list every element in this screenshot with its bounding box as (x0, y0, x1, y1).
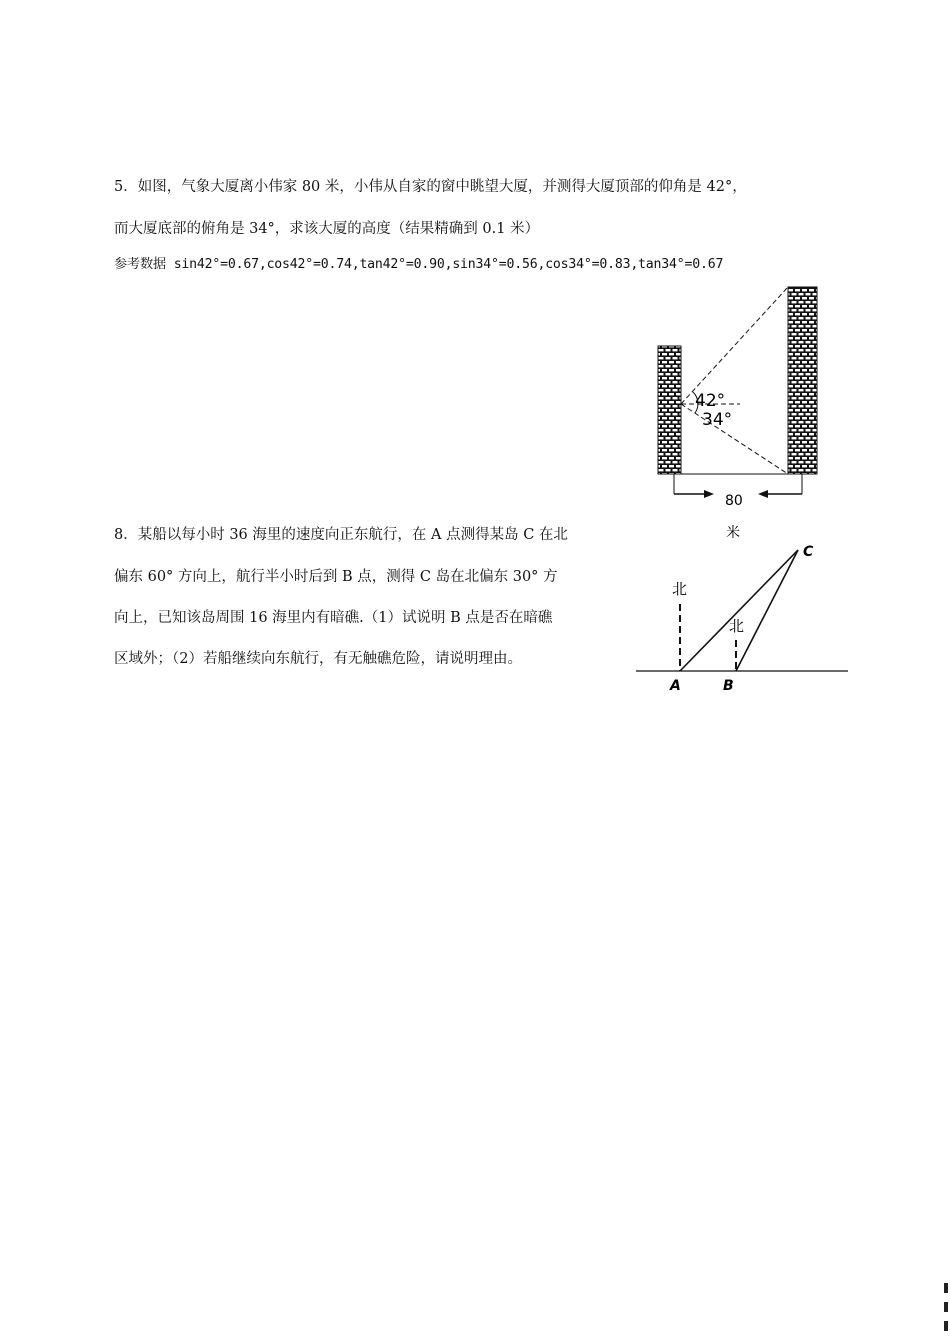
label-north-b: 北 (729, 617, 745, 635)
problem5-reference-data: 参考数据 sin42°=0.67,cos42°=0.74,tan42°=0.90,sin34°=0.56,cos34°=0.83,tan34°=0.67 (114, 257, 724, 272)
arrow-head-left-icon (758, 490, 768, 498)
problem8-line3: 向上，已知该岛周围 16 海里内有暗礁.（1）试说明 B 点是否在暗礁 (114, 610, 553, 626)
angle-label-42: 42° (695, 391, 726, 411)
label-point-b: B (723, 678, 734, 694)
label-point-a: A (670, 678, 681, 694)
sight-line-bottom (681, 404, 788, 474)
problem5-figure (640, 280, 840, 550)
side-ac (680, 550, 798, 671)
label-north-a: 北 (672, 580, 688, 598)
distance-unit: 米 (726, 525, 740, 541)
problem8-line1: 8．某船以每小时 36 海里的速度向正东航行，在 A 点测得某岛 C 在北 (114, 527, 568, 543)
problem5-line2: 而大厦底部的俯角是 34°，求该大厦的高度（结果精确到 0.1 米） (114, 221, 540, 237)
left-building (658, 346, 681, 474)
problem8-figure (636, 538, 850, 698)
arrow-head-right-icon (704, 490, 714, 498)
right-building (788, 287, 817, 474)
binding-mark (944, 1302, 948, 1312)
binding-mark (944, 1321, 948, 1331)
problem5-line1: 5．如图，气象大厦离小伟家 80 米，小伟从自家的窗中眺望大厦，并测得大厦顶部的仰角是 42°， (114, 179, 747, 195)
label-point-c: C (803, 544, 814, 560)
distance-value: 80 (725, 493, 743, 509)
angle-label-34: 34° (702, 410, 733, 430)
problem8-line4: 区域外；（2）若船继续向东航行，有无触礁危险，请说明理由。 (114, 651, 522, 667)
problem8-line2: 偏东 60° 方向上，航行半小时后到 B 点，测得 C 岛在北偏东 30° 方 (114, 569, 558, 585)
binding-mark (944, 1283, 948, 1293)
sight-line-top (681, 287, 788, 404)
side-bc (736, 550, 798, 671)
